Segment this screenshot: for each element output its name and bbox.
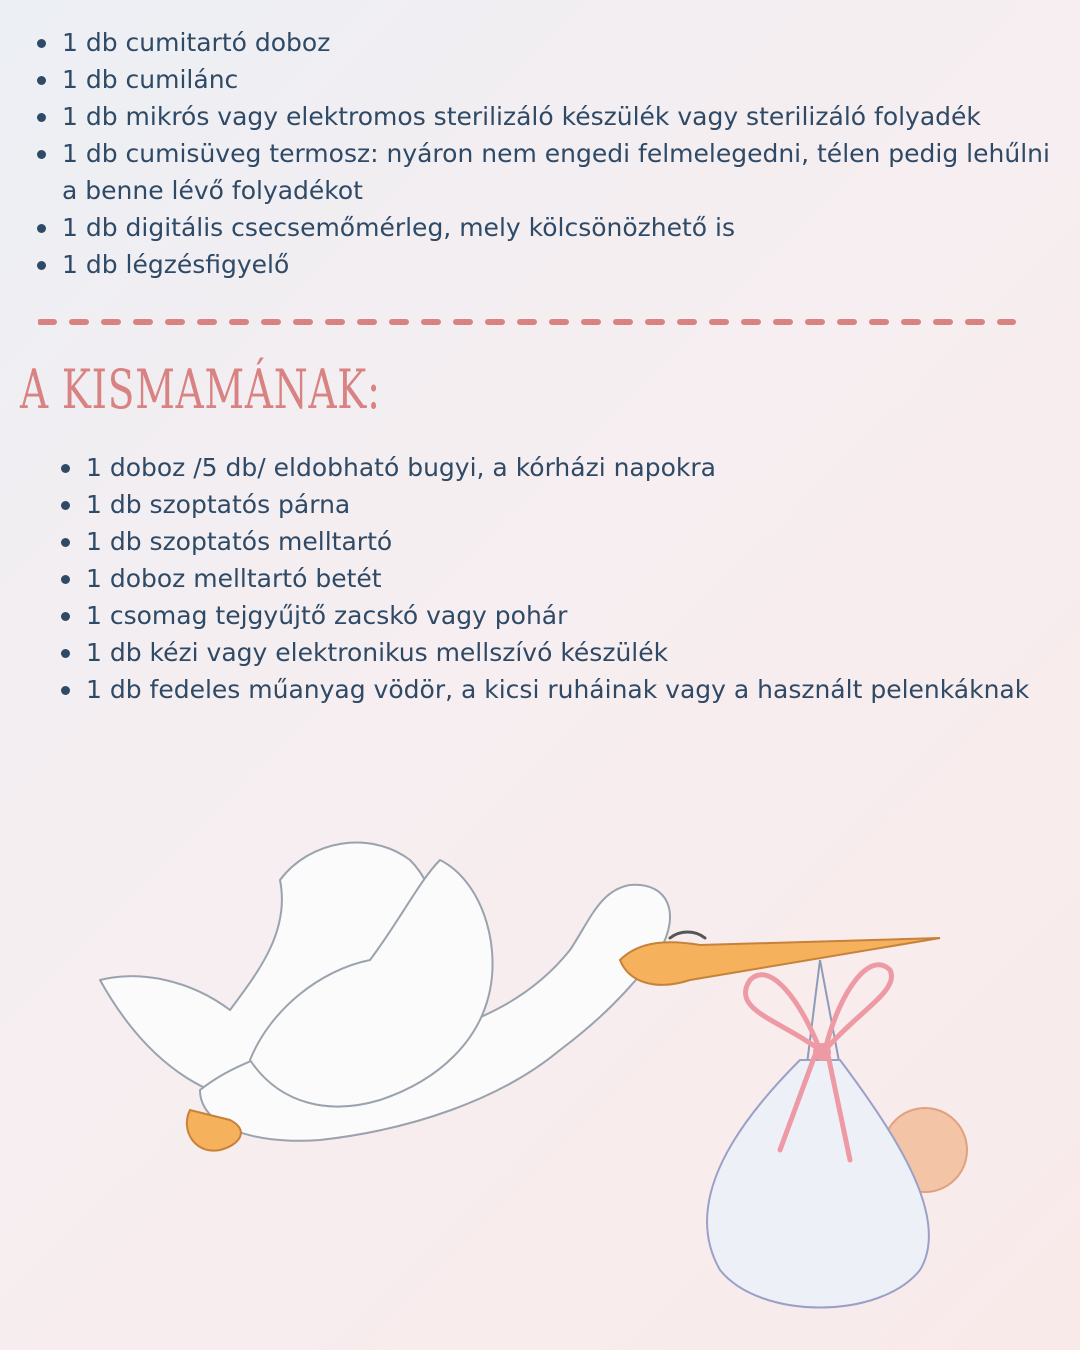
bullet-icon — [61, 649, 70, 658]
bullet-icon — [37, 261, 46, 270]
list-item: 1 db cumilánc — [62, 61, 1072, 98]
list-item: 1 db cumisüveg termosz: nyáron nem engedi felmelegedni, télen pedig lehűlni a benne lévő folyadékot — [62, 135, 1072, 209]
list-item: 1 db digitális csecsemőmérleg, mely kölcsönözhető is — [62, 209, 1072, 246]
bullet-icon — [37, 224, 46, 233]
mom-item-list — [86, 449, 1066, 708]
bullet-icon — [37, 39, 46, 48]
bullet-icon — [61, 686, 70, 695]
list-item: 1 db légzésfigyelő — [62, 246, 1072, 283]
list-item: 1 db kézi vagy elektronikus mellszívó készülék — [86, 634, 1066, 671]
list-item: 1 doboz /5 db/ eldobható bugyi, a kórházi napokra — [86, 449, 1066, 486]
bullet-icon — [61, 612, 70, 621]
bullet-icon — [61, 501, 70, 510]
list-item: 1 csomag tejgyűjtő zacskó vagy pohár — [86, 597, 1066, 634]
bullet-icon — [37, 113, 46, 122]
section-title: A KISMAMÁNAK: — [20, 358, 381, 421]
list-item: 1 db szoptatós párna — [86, 486, 1066, 523]
stork-with-baby-bundle-icon — [80, 820, 980, 1330]
bullet-icon — [37, 150, 46, 159]
bullet-icon — [37, 76, 46, 85]
list-item: 1 db fedeles műanyag vödör, a kicsi ruháinak vagy a használt pelenkáknak — [86, 671, 1066, 708]
bullet-icon — [61, 575, 70, 584]
list-item: 1 db mikrós vagy elektromos sterilizáló készülék vagy sterilizáló folyadék — [62, 98, 1072, 135]
list-item: 1 db szoptatós melltartó — [86, 523, 1066, 560]
top-item-list — [62, 24, 1072, 283]
bullet-icon — [61, 464, 70, 473]
bullet-icon — [61, 538, 70, 547]
list-item: 1 doboz melltartó betét — [86, 560, 1066, 597]
dashed-divider — [38, 310, 1018, 334]
list-item: 1 db cumitartó doboz — [62, 24, 1072, 61]
